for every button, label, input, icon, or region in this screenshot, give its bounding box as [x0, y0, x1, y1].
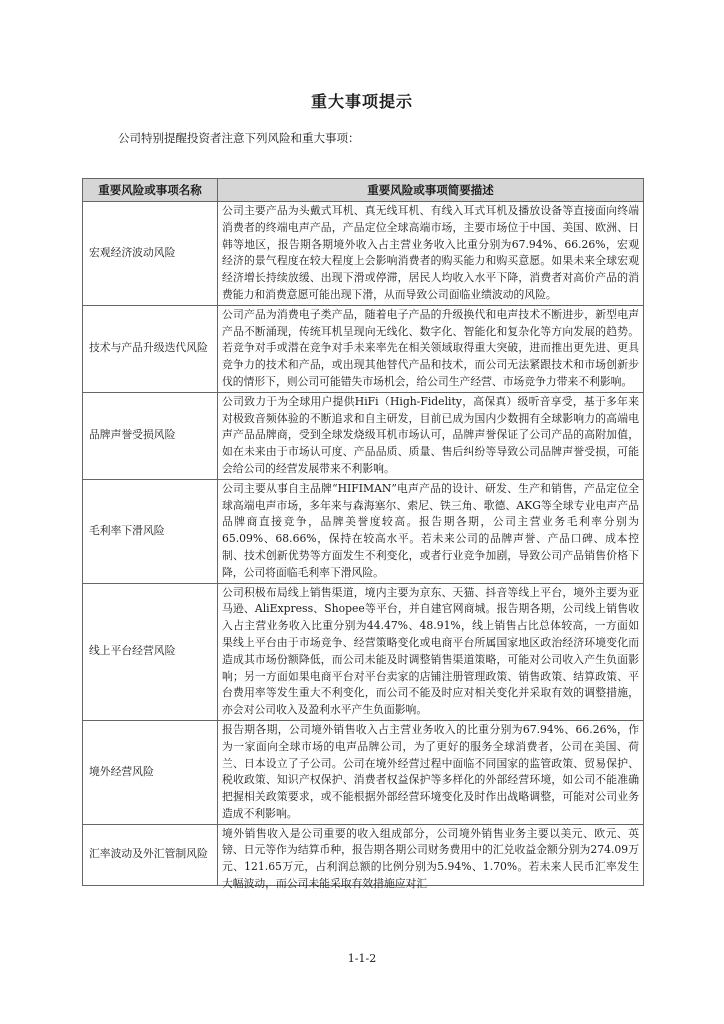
risk-description: 公司主要产品为头戴式耳机、真无线耳机、有线入耳式耳机及播放设备等直接面向终端消费者的终端电声产品，产品定位全球高端市场，主要市场位于中国、美国、欧洲、日韩等地区，报告期各期境外收入占主营业务收入比重分别为67.94%、66.26%，宏观经济的景气程度在较大程度上会影响消费者的购买能力和购买意愿。如果未来全球宏观经济增长持续放缓、出现下滑或停滞，居民人均收入水平下降，消费者对高价产品的消费能力和消费意愿可能出现下滑，从而导致公司面临业绩波动的风险。	[218, 202, 644, 306]
risk-table	[82, 178, 644, 891]
risk-name: 品牌声誉受损风险	[83, 392, 218, 479]
risk-name: 线上平台经营风险	[83, 583, 218, 720]
table-row	[83, 305, 644, 392]
risk-description: 公司积极布局线上销售渠道，境内主要为京东、天猫、抖音等线上平台，境外主要为亚马逊、AliExpress、Shopee等平台，并自建官网商城。报告期各期，公司线上销售收入占主营业务收入比重分别为44.47%、48.91%，线上销售占比总体较高，一方面如果线上平台由于市场竞争、经营策略变化或电商平台所属国家地区政治经济环境变化而造成其市场份额降低，而公司未能及时调整销售渠道策略，可能对公司收入产生负面影响；另一方面如果电商平台对平台卖家的店铺注册管理政策、销售政策、结算政策、平台费用率等发生重大不利变化，而公司不能及时应对相关变化并采取有效的调整措施，亦会对公司收入及盈利水平产生负面影响。	[218, 583, 644, 720]
risk-description-text: 境外销售收入是公司重要的收入组成部分，公司境外销售业务主要以美元、欧元、英镑、日元等作为结算币种，报告期各期公司财务费用中的汇兑收益金额分别为274.09万元、121.65万元，占利润总额的比例分别为5.94%、1.70%。若未来人民币汇率发生大幅波动，而公司未能采取有效措施应对汇	[222, 826, 639, 891]
table-row	[83, 202, 644, 306]
risk-description: 公司主要从事自主品牌“HIFIMAN”电声产品的设计、研发、生产和销售，产品定位全球高端电声市场，多年来与森海塞尔、索尼、铁三角、歌德、AKG等全球专业电声产品品牌商直接竞争，品牌美誉度较高。报告期各期，公司主营业务毛利率分别为65.09%、68.66%，保持在较高水平。若未来公司的品牌声誉、产品口碑、成本控制、技术创新优势等方面发生不利变化，或者行业竞争加剧，导致公司产品销售价格下降，公司将面临毛利率下滑风险。	[218, 479, 644, 583]
risk-name: 技术与产品升级迭代风险	[83, 305, 218, 392]
risk-name: 毛利率下滑风险	[83, 479, 218, 583]
risk-name: 汇率波动及外汇管制风险	[83, 824, 218, 885]
intro-text: 公司特别提醒投资者注意下列风险和重大事项：	[118, 131, 360, 145]
table-row	[83, 479, 644, 583]
table-row	[83, 824, 644, 885]
header-risk-name: 重要风险或事项名称	[83, 179, 218, 202]
table-row	[83, 392, 644, 479]
risk-description: 公司致力于为全球用户提供HiFi（High-Fidelity，高保真）级听音享受，基于多年来对极致音频体验的不断追求和自主研发，目前已成为国内少数拥有全球影响力的高端电声产品品牌商，受到全球发烧级耳机市场认可，品牌声誉保证了公司产品的高附加值，如在未来由于市场认可度、产品品质、质量、售后纠纷等导致公司品牌声誉受损，可能会给公司的经营发展带来不利影响。	[218, 392, 644, 479]
page-title: 重大事项提示	[310, 92, 413, 111]
table-row	[83, 720, 644, 824]
risk-description: 报告期各期，公司境外销售收入占主营业务收入的比重分别为67.94%、66.26%，作为一家面向全球市场的电声品牌公司，为了更好的服务全球消费者，公司在美国、荷兰、日本设立了子公司。公司在境外经营过程中面临不同国家的监管政策、贸易保护、税收政策、知识产权保护、消费者权益保护等多样化的外部经营环境，如公司不能准确把握相关政策要求，或不能根据外部经营环境变化及时作出战略调整，可能对公司业务造成不利影响。	[218, 720, 644, 824]
table-row	[83, 583, 644, 720]
header-risk-description: 重要风险或事项简要描述	[218, 179, 644, 202]
risk-name: 宏观经济波动风险	[83, 202, 218, 306]
risk-name: 境外经营风险	[83, 720, 218, 824]
risk-description	[218, 824, 644, 891]
risk-description: 公司产品为消费电子类产品，随着电子产品的升级换代和电声技术不断进步，新型电声产品不断涌现，传统耳机呈现向无线化、数字化、智能化和复杂化等方向发展的趋势。若竞争对手或潜在竞争对手未来率先在相关领域取得重大突破，进而推出更先进、更具竞争力的技术和产品，或出现其他替代产品和技术，而公司无法紧跟技术和市场创新步伐的情形下，则公司可能错失市场机会，给公司生产经营、市场竞争力带来不利影响。	[218, 305, 644, 392]
table-header-row	[83, 179, 644, 202]
page-number: 1-1-2	[347, 952, 377, 965]
